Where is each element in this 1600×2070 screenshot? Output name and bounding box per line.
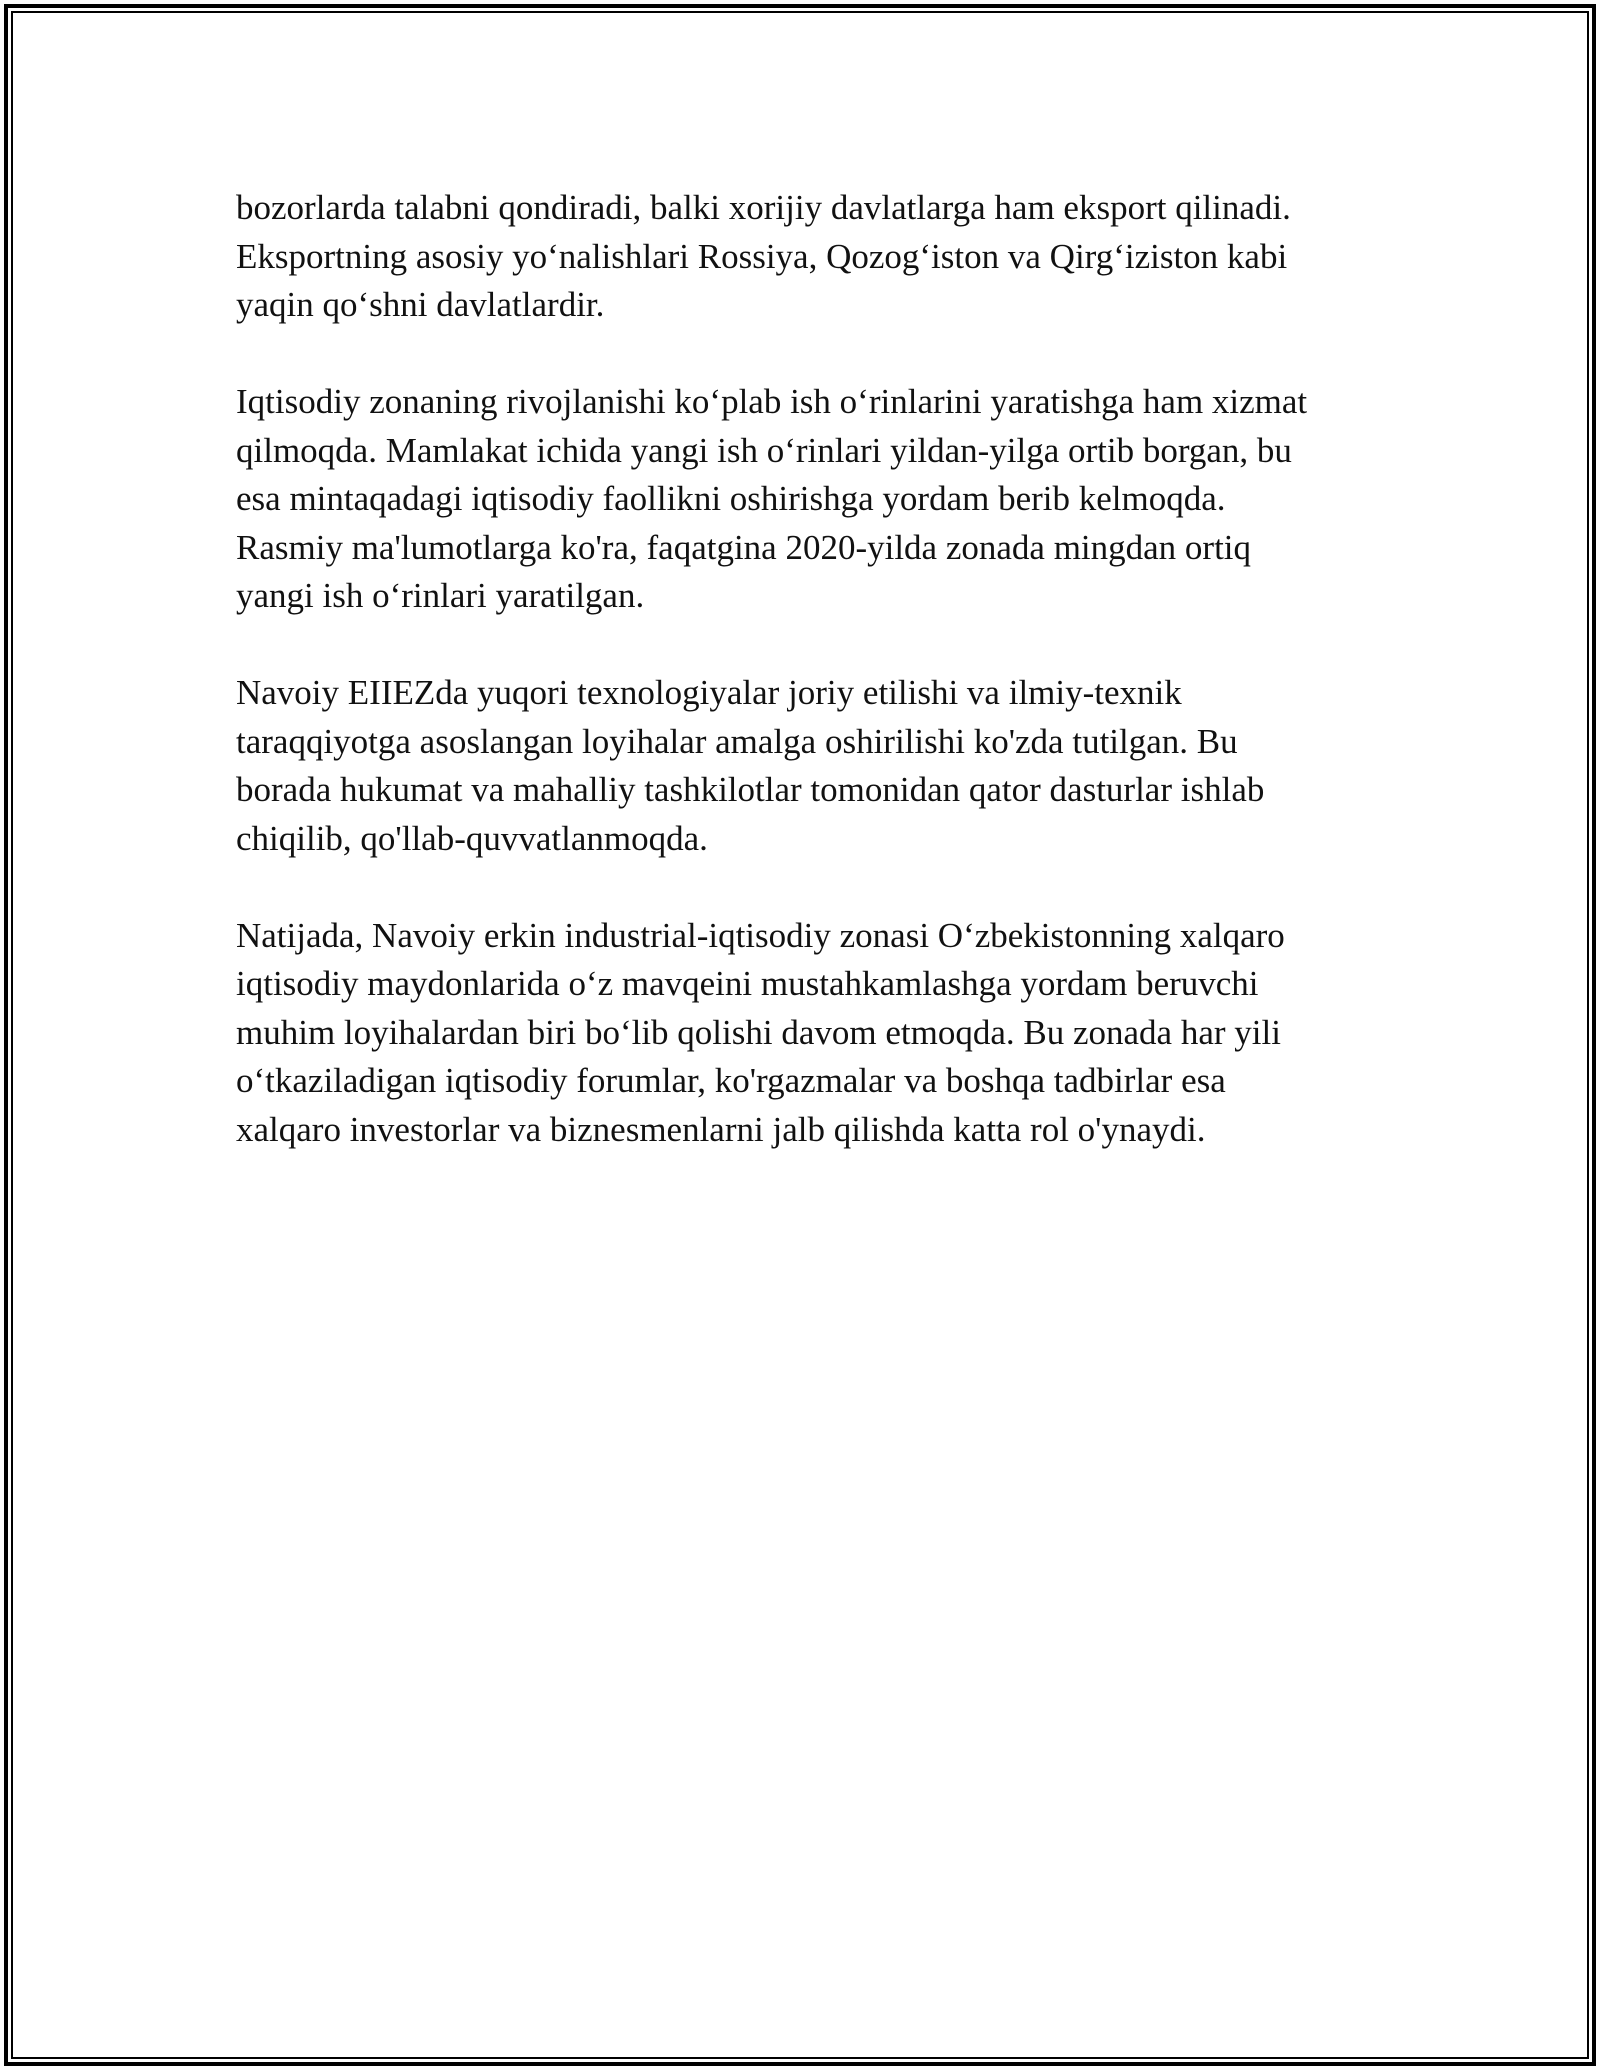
paragraph-jobs: Iqtisodiy zonaning rivojlanishi ko‘plab ish o‘rinlarini yaratishga ham xizmat qilmoqda. Mamlakat ichida yangi ish o‘rinlari yildan-yilga ortib borgan, bu esa mintaqadagi iqtisodiy faollikni oshirishga yordam berib kelmoqda. Rasmiy ma'lumotlarga ko'ra, faqatgina 2020-yilda zonada mingdan ortiq yangi ish o‘rinlari yaratilgan. <box>236 382 1308 615</box>
document-body <box>236 184 1406 1203</box>
paragraph-conclusion: Natijada, Navoiy erkin industrial-iqtisodiy zonasi O‘zbekistonning xalqaro iqtisodiy maydonlarida o‘z mavqeini mustahkamlashga yordam beruvchi muhim loyihalardan biri bo‘lib qolishi davom etmoqda. Bu zonada har yili o‘tkaziladigan iqtisodiy forumlar, ko'rgazmalar va boshqa tadbirlar esa xalqaro investorlar va biznesmenlarni jalb qilishda katta rol o'ynaydi. <box>236 915 1285 1149</box>
paragraph-export: bozorlarda talabni qondiradi, balki xorijiy davlatlarga ham eksport qilinadi. Eksportning asosiy yo‘nalishlari Rossiya, Qozog‘iston va Qirg‘iziston kabi yaqin qo‘shni davlatlardir. <box>236 188 1291 324</box>
paragraph-technology: Navoiy EIIEZda yuqori texnologiyalar joriy etilishi va ilmiy-texnik taraqqiyotga asoslangan loyihalar amalga oshirilishi ko'zda tutilgan. Bu borada hukumat va mahalliy tashkilotlar tomonidan qator dasturlar ishlab chiqilib, qo'llab-quvvatlanmoqda. <box>236 673 1265 858</box>
